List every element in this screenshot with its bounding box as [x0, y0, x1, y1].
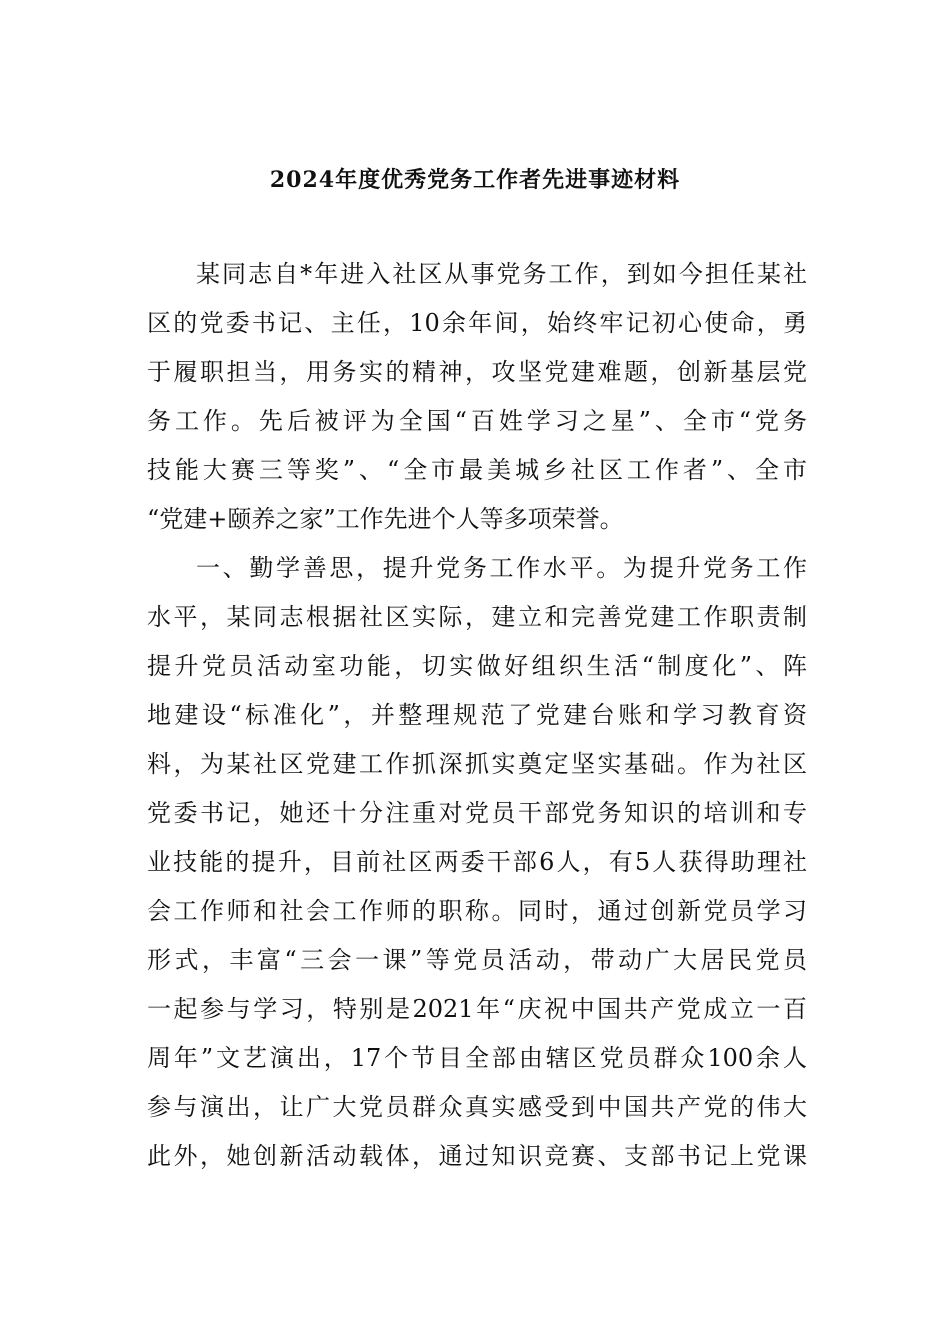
document-title: 2024年度优秀党务工作者先进事迹材料 [269, 167, 681, 193]
paragraph-line: 地建设“标准化”，并整理规范了党建台账和学习教育资 [147, 701, 807, 729]
paragraph-line: 此外，她创新活动载体，通过知识竞赛、支部书记上党课 [147, 1142, 807, 1170]
paragraph-line: 料，为某社区党建工作抓深抓实奠定坚实基础。作为社区 [147, 750, 807, 778]
document-body [147, 250, 807, 1181]
paragraph-line: 提升党员活动室功能，切实做好组织生活“制度化”、阵 [147, 652, 807, 680]
paragraph-line: 于履职担当，用务实的精神，攻坚党建难题，创新基层党 [147, 358, 807, 386]
paragraph-line: 业技能的提升，目前社区两委干部6人，有5人获得助理社 [147, 848, 807, 876]
paragraph-line: 水平，某同志根据社区实际，建立和完善党建工作职责制 [147, 603, 807, 631]
paragraph-line: 形式，丰富“三会一课”等党员活动，带动广大居民党员 [147, 946, 807, 974]
paragraph-line: 一、勤学善思，提升党务工作水平。为提升党务工作 [196, 554, 807, 582]
paragraph-line: “党建+颐养之家”工作先进个人等多项荣誉。 [147, 505, 624, 533]
paragraph-line: 某同志自*年进入社区从事党务工作，到如今担任某社 [196, 260, 807, 288]
paragraph-line: 会工作师和社会工作师的职称。同时，通过创新党员学习 [147, 897, 807, 925]
paragraph-line: 技能大赛三等奖”、“全市最美城乡社区工作者”、全市 [147, 456, 807, 484]
paragraph-line: 区的党委书记、主任，10余年间，始终牢记初心使命，勇 [147, 309, 807, 337]
paragraph-line: 务工作。先后被评为全国“百姓学习之星”、全市“党务 [147, 407, 807, 435]
paragraph-line: 参与演出，让广大党员群众真实感受到中国共产党的伟大 [147, 1093, 807, 1121]
paragraph-line: 周年”文艺演出，17个节目全部由辖区党员群众100余人 [147, 1044, 807, 1072]
paragraph-line: 一起参与学习，特别是2021年“庆祝中国共产党成立一百 [147, 995, 807, 1023]
paragraph-line: 党委书记，她还十分注重对党员干部党务知识的培训和专 [147, 799, 807, 827]
